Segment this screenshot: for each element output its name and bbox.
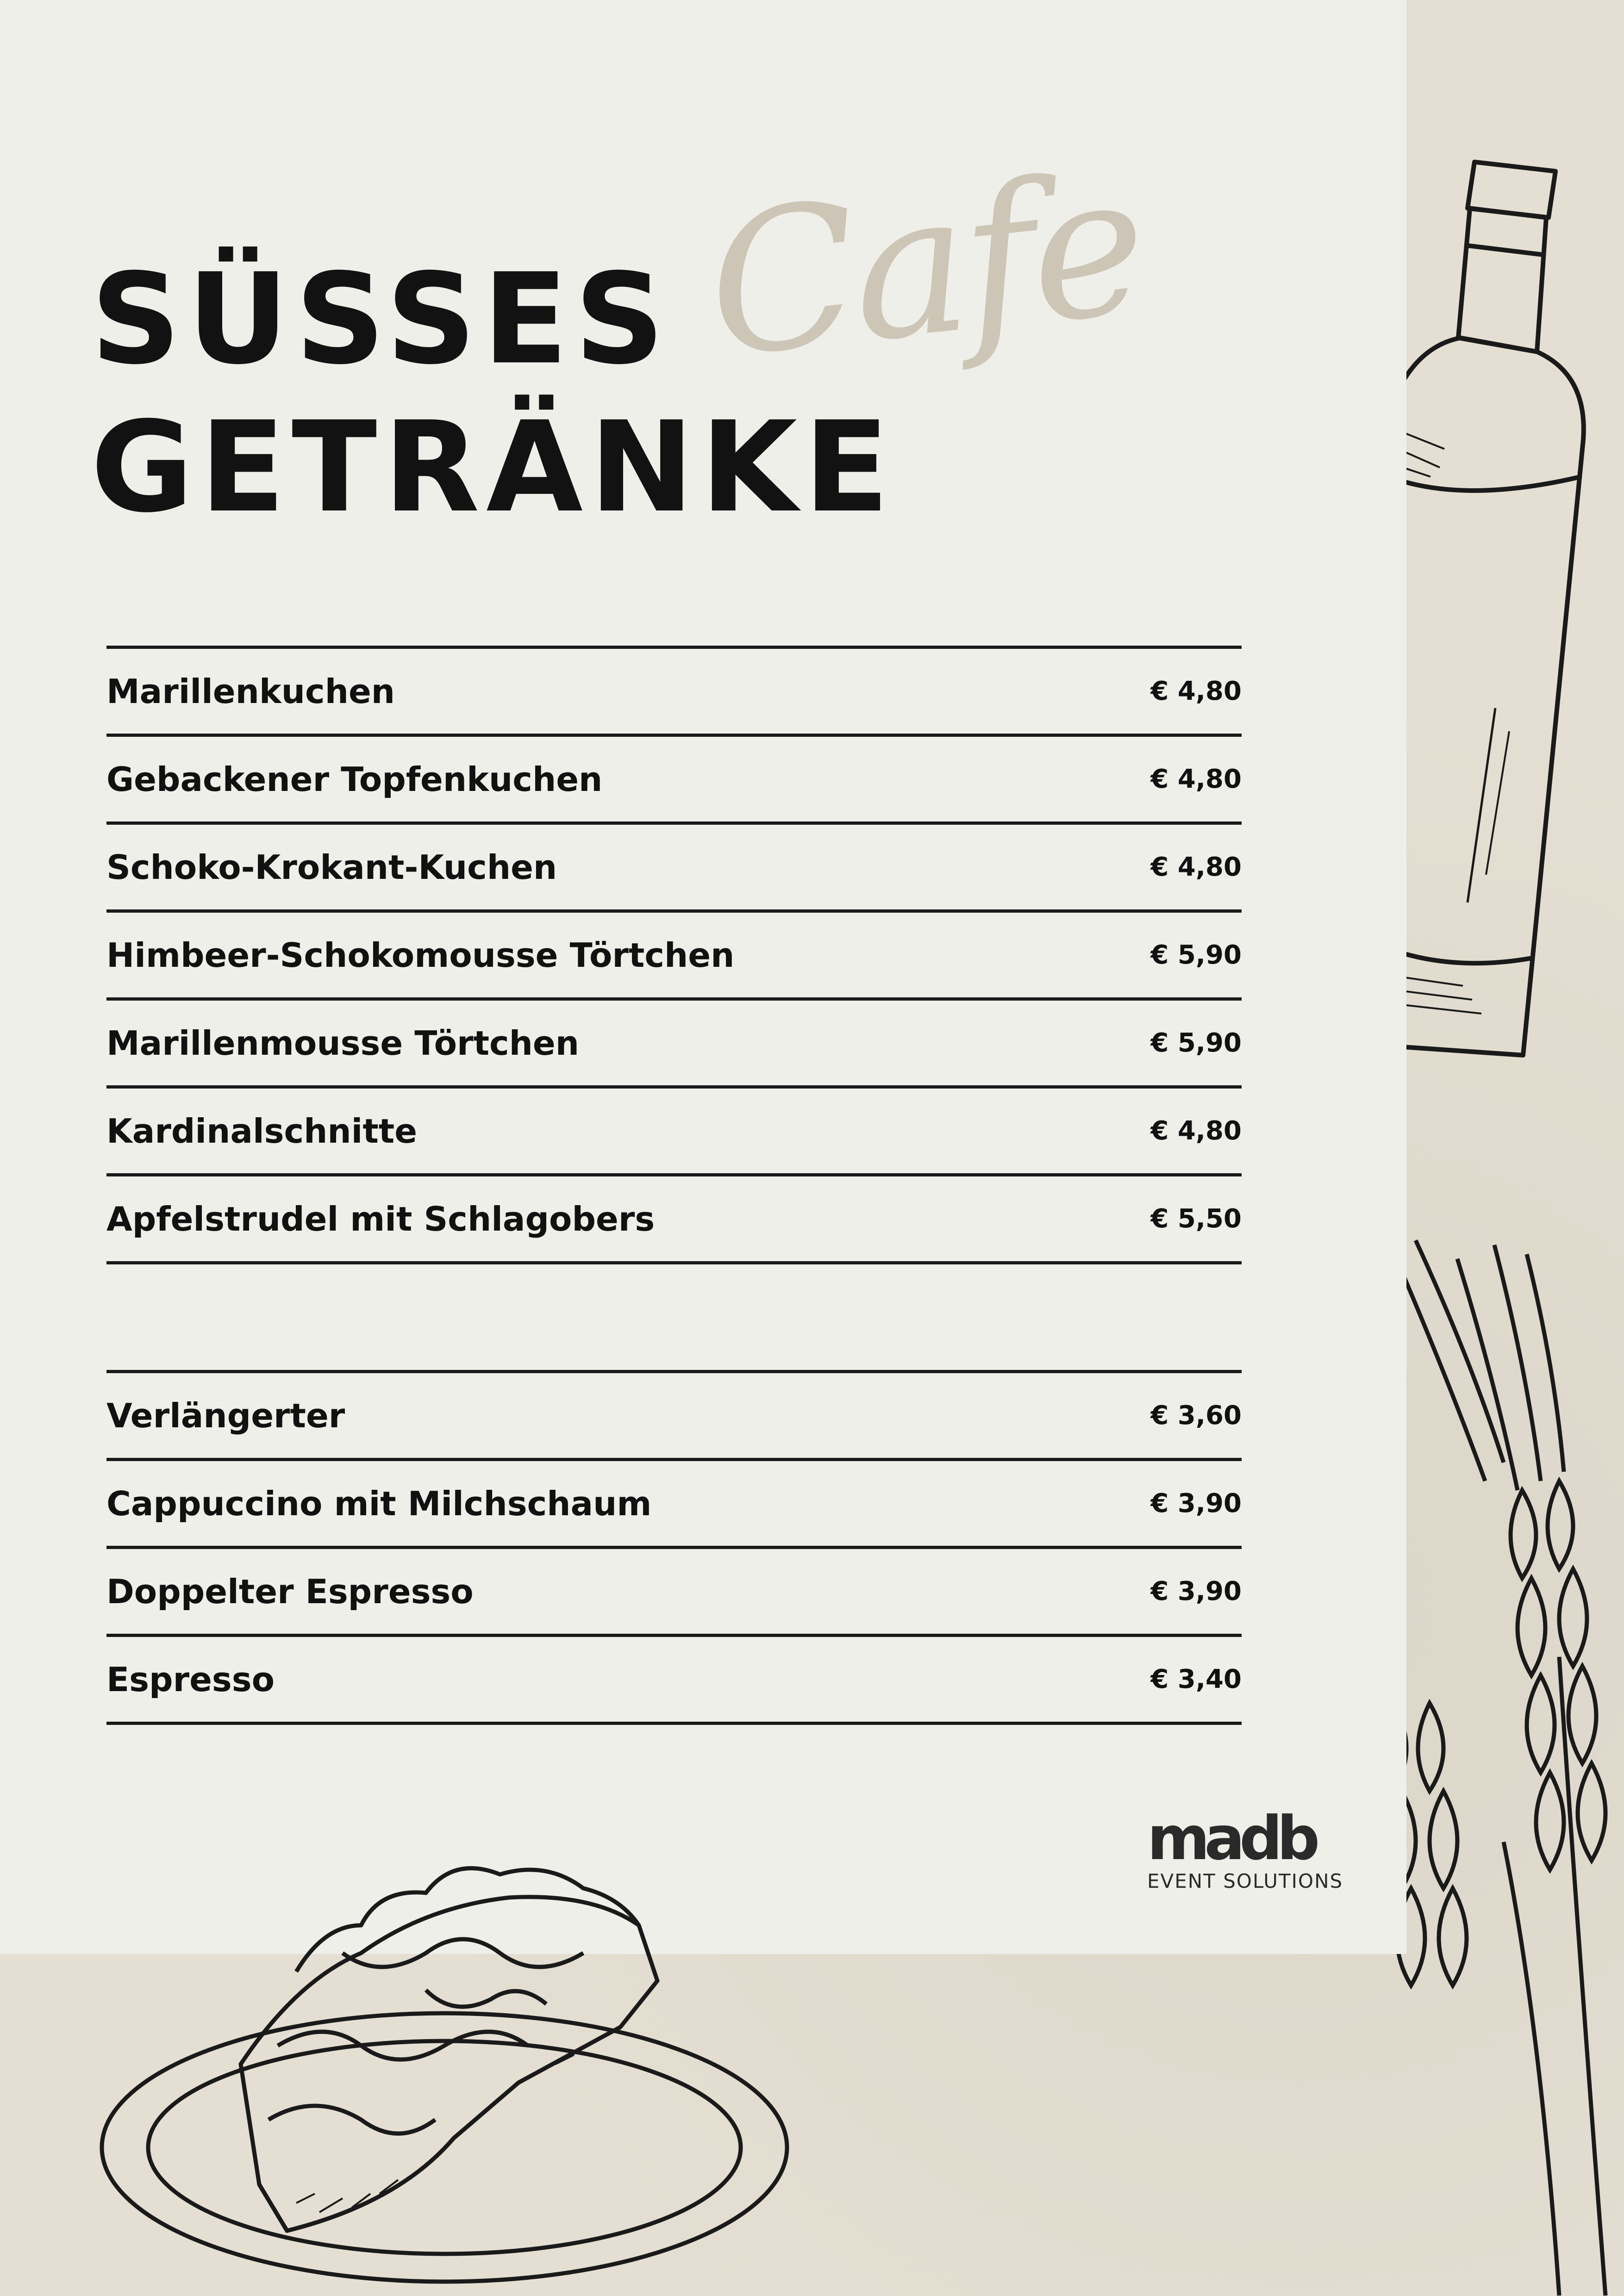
- menu-item-name: Verlängerter: [106, 1396, 345, 1435]
- menu-item-price: € 5,90: [1150, 1028, 1242, 1058]
- menu-item-name: Kardinalschnitte: [106, 1111, 418, 1151]
- menu-row: [106, 997, 1242, 1085]
- menu-row: [106, 1458, 1242, 1546]
- menu-item-name: Doppelter Espresso: [106, 1572, 474, 1611]
- page-title: [91, 245, 896, 541]
- title-line-2: GETRÄNKE: [91, 394, 896, 540]
- menu-item-price: € 5,50: [1150, 1204, 1242, 1234]
- menu-row: [106, 909, 1242, 997]
- menu-item-price: € 4,80: [1150, 764, 1242, 794]
- title-line-1: SÜSSES: [91, 246, 671, 392]
- menu-row: [106, 646, 1242, 734]
- logo-mark: madb: [1147, 1803, 1315, 1873]
- menu-item-price: € 5,90: [1150, 940, 1242, 970]
- menu-item-name: Schoko-Krokant-Kuchen: [106, 847, 557, 887]
- menu-row: [106, 1085, 1242, 1173]
- cake-slice-illustration: [102, 1786, 824, 2286]
- menu-item-name: Gebackener Topfenkuchen: [106, 759, 603, 799]
- menu-row: [106, 1173, 1242, 1264]
- script-cafe-word: Cafe: [698, 131, 1152, 401]
- menu-item-name: Marillenkuchen: [106, 672, 395, 711]
- menu-item-price: € 4,80: [1150, 676, 1242, 706]
- menu-row: [106, 1370, 1242, 1458]
- menu-item-name: Marillenmousse Törtchen: [106, 1023, 580, 1063]
- menu-item-price: € 3,40: [1150, 1664, 1242, 1694]
- menu-section-cakes: [106, 646, 1242, 1264]
- menu-row: [106, 821, 1242, 909]
- menu-item-name: Espresso: [106, 1660, 275, 1699]
- menu-section-coffee: [106, 1370, 1242, 1725]
- menu-row: [106, 1546, 1242, 1634]
- bottle-illustration: [1370, 153, 1611, 1078]
- menu-item-price: € 3,60: [1150, 1400, 1242, 1431]
- menu-item-name: Apfelstrudel mit Schlagobers: [106, 1199, 655, 1238]
- menu-item-price: € 4,80: [1150, 1116, 1242, 1146]
- menu-row: [106, 734, 1242, 821]
- menu-item-price: € 4,80: [1150, 852, 1242, 882]
- menu-item-name: Himbeer-Schokomousse Törtchen: [106, 935, 735, 975]
- logo-tagline: EVENT SOLUTIONS: [1147, 1870, 1343, 1892]
- menu-item-price: € 3,90: [1150, 1488, 1242, 1518]
- brand-logo: [1147, 1803, 1343, 1892]
- menu-item-name: Cappuccino mit Milchschaum: [106, 1484, 652, 1523]
- menu-item-price: € 3,90: [1150, 1576, 1242, 1606]
- menu-row: [106, 1634, 1242, 1725]
